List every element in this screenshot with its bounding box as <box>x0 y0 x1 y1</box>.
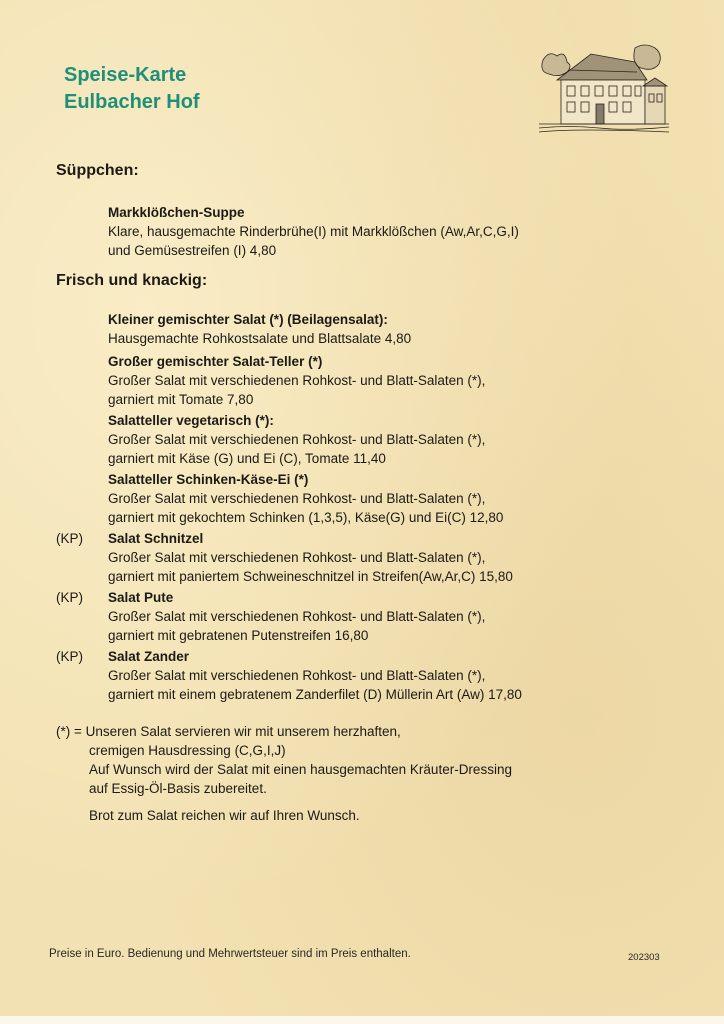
item-name: Großer gemischter Salat-Teller (*) <box>108 354 323 369</box>
menu-title <box>64 62 200 116</box>
item-desc-2: garniert mit Tomate 7,80 <box>108 392 254 407</box>
item-desc-2: garniert mit einem gebratenem Zanderfilet (D) Müllerin Art (Aw) 17,80 <box>108 687 522 702</box>
item-desc-2: garniert mit gekochtem Schinken (1,3,5), Käse(G) und Ei(C) 12,80 <box>108 510 504 525</box>
menu-item <box>108 470 708 527</box>
menu-item <box>108 647 708 704</box>
item-desc-1: Großer Salat mit verschiedenen Rohkost- und Blatt-Salaten (*), <box>108 668 486 683</box>
note-line-2: cremigen Hausdressing (C,G,I,J) <box>89 743 286 758</box>
item-desc-2: garniert mit paniertem Schweineschnitzel in Streifen(Aw,Ar,C) 15,80 <box>108 569 513 584</box>
title-line-2: Eulbacher Hof <box>64 91 200 113</box>
price-footer: Preise in Euro. Bedienung und Mehrwertsteuer sind im Preis enthalten. <box>49 948 411 960</box>
item-name: Markklößchen-Suppe <box>108 205 245 220</box>
item-desc-1: Großer Salat mit verschiedenen Rohkost- und Blatt-Salaten (*), <box>108 373 486 388</box>
item-desc-2: garniert mit Käse (G) und Ei (C), Tomate 11,40 <box>108 451 386 466</box>
bread-note: Brot zum Salat reichen wir auf Ihren Wunsch. <box>89 808 360 823</box>
menu-item <box>108 352 708 409</box>
menu-item <box>108 529 708 586</box>
item-name: Salatteller Schinken-Käse-Ei (*) <box>108 472 309 487</box>
item-desc-2: und Gemüsestreifen (I) 4,80 <box>108 243 277 258</box>
item-desc-1: Klare, hausgemachte Rinderbrühe(I) mit Markklößchen (Aw,Ar,C,G,I) <box>108 224 519 239</box>
item-name: Kleiner gemischter Salat (*) (Beilagensalat): <box>108 312 388 327</box>
note-line-1: (*) = Unseren Salat servieren wir mit unserem herzhaften, <box>56 724 401 739</box>
item-name: Salat Schnitzel <box>108 531 204 546</box>
menu-item <box>108 411 708 468</box>
scan-edge <box>0 1016 724 1024</box>
item-desc-1: Hausgemachte Rohkostsalate und Blattsalate 4,80 <box>108 331 412 346</box>
dressing-note <box>56 722 512 798</box>
item-name: Salatteller vegetarisch (*): <box>108 413 274 428</box>
version-code: 202303 <box>628 952 660 963</box>
item-desc-1: Großer Salat mit verschiedenen Rohkost- und Blatt-Salaten (*), <box>108 491 486 506</box>
inn-sketch-illustration <box>539 40 669 135</box>
kp-marker: (KP) <box>56 649 83 664</box>
title-line-1: Speise-Karte <box>64 64 187 86</box>
menu-item <box>108 310 708 348</box>
kp-marker: (KP) <box>56 531 83 546</box>
item-desc-1: Großer Salat mit verschiedenen Rohkost- und Blatt-Salaten (*), <box>108 550 486 565</box>
item-name: Salat Pute <box>108 590 174 605</box>
item-desc-1: Großer Salat mit verschiedenen Rohkost- und Blatt-Salaten (*), <box>108 432 486 447</box>
menu-item <box>108 588 708 645</box>
note-line-4: auf Essig-Öl-Basis zubereitet. <box>89 781 267 796</box>
section-heading-soups: Süppchen: <box>56 162 139 179</box>
kp-marker: (KP) <box>56 590 83 605</box>
menu-item <box>108 203 708 260</box>
item-desc-2: garniert mit gebratenen Putenstreifen 16,80 <box>108 628 369 643</box>
item-name: Salat Zander <box>108 649 190 664</box>
section-heading-salads: Frisch und knackig: <box>56 272 208 289</box>
note-line-3: Auf Wunsch wird der Salat mit einen hausgemachten Kräuter-Dressing <box>89 762 512 777</box>
item-desc-1: Großer Salat mit verschiedenen Rohkost- und Blatt-Salaten (*), <box>108 609 486 624</box>
